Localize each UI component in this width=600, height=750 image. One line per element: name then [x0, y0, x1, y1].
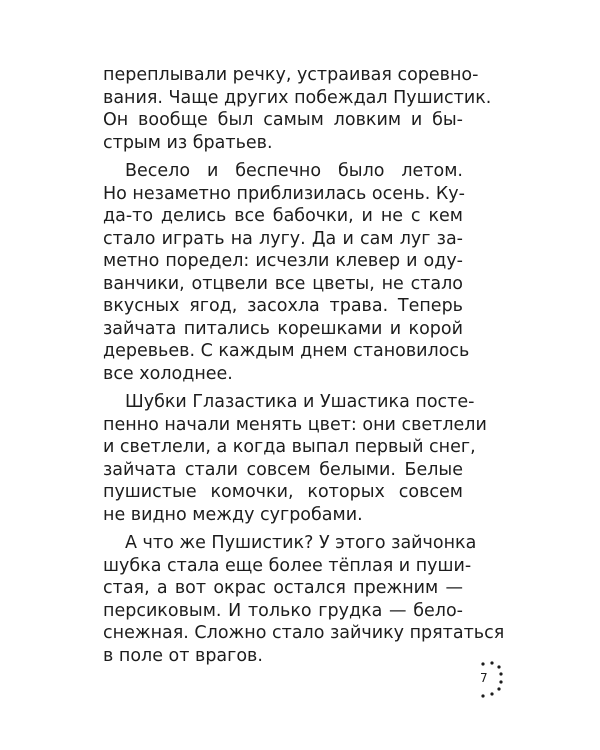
paragraph — [103, 64, 492, 154]
paragraph — [103, 160, 470, 385]
text-line: зайчата питались корешками и корой — [103, 318, 463, 339]
text-line: персиковым. И только грудка — бело- — [103, 600, 463, 621]
text-line: стало играть на лугу. Да и сам луг за- — [103, 228, 463, 249]
text-line: шубка стала еще более тёплая и пуши- — [103, 555, 472, 576]
text-line: Шубки Глазастика и Ушастика посте- — [125, 392, 475, 412]
paragraph — [103, 391, 487, 526]
text-line: в поле от врагов. — [103, 645, 263, 666]
text-line: деревьев. С каждым днем становилось — [103, 341, 470, 361]
paragraph — [103, 532, 505, 667]
text-line: вкусных ягод, засохла трава. Теперь — [103, 296, 463, 316]
text-line: метно поредел: исчезли клевер и оду- — [103, 251, 463, 271]
text-line: зайчата стали совсем белыми. Белые — [103, 459, 463, 480]
dotted-arc-decoration — [470, 655, 510, 705]
text-line: А что же Пушистик? У этого зайчонка — [125, 533, 477, 553]
text-line: вания. Чаще других побеждал Пушистик. — [103, 87, 492, 108]
text-line: Он вообще был самым ловким и бы- — [103, 110, 463, 130]
text-line: снежная. Сложно стало зайчику прятаться — [103, 623, 505, 643]
page-number: 7 — [480, 671, 488, 685]
text-line: стая, а вот окрас остался прежним — — [103, 578, 463, 598]
story-text — [103, 64, 505, 667]
text-line: ванчики, отцвели все цветы, не стало — [103, 273, 463, 294]
text-line: пенно начали менять цвет: они светлели — [103, 414, 487, 435]
text-line: да-то делись все бабочки, и не с кем — [103, 206, 463, 226]
text-line: пушистые комочки, которых совсем — [103, 482, 463, 502]
text-line: Весело и беспечно было летом. — [125, 161, 463, 181]
text-line: все холоднее. — [103, 363, 233, 384]
page-number-ornament — [470, 655, 510, 705]
text-line: не видно между сугробами. — [103, 504, 363, 525]
text-line: и светлели, а когда выпал первый снег, — [103, 437, 476, 457]
text-line: стрым из братьев. — [103, 132, 273, 153]
text-line: переплывали речку, устраивая соревно- — [103, 65, 479, 85]
text-line: Но незаметно приблизилась осень. Ку- — [103, 183, 465, 204]
